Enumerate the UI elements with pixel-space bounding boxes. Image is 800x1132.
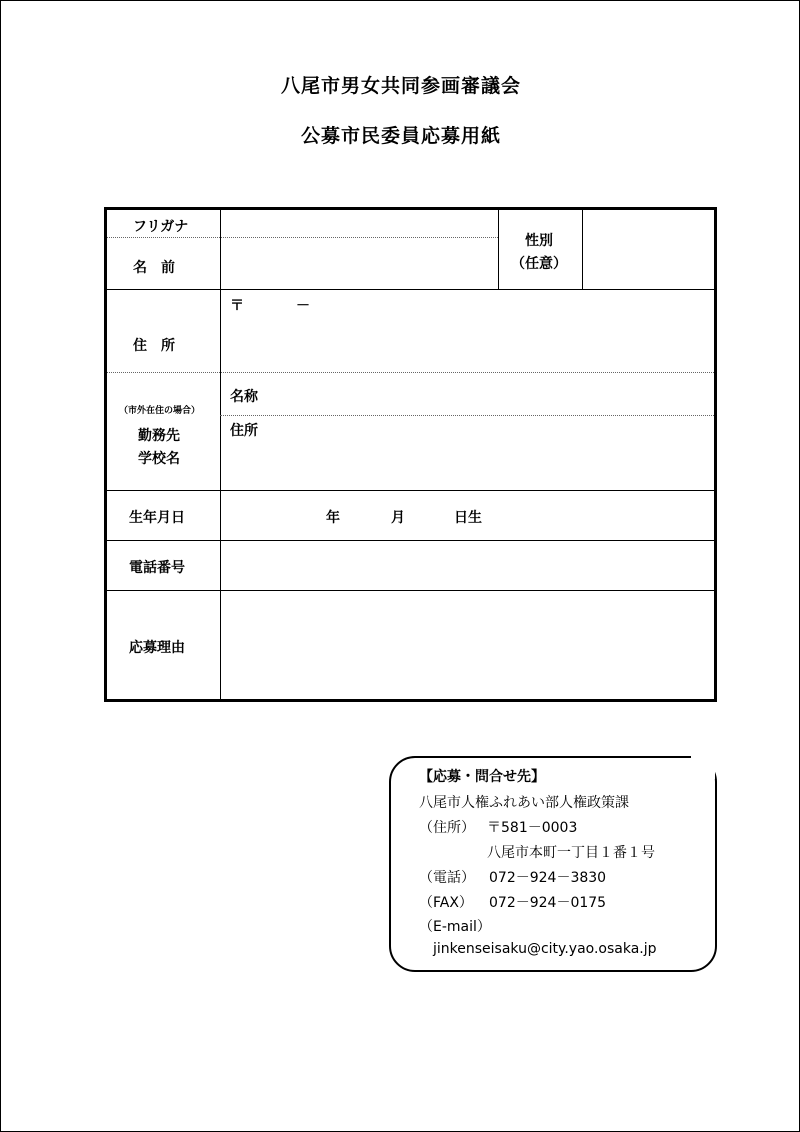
reason-label: 応募理由	[129, 640, 185, 656]
workplace-name-separator	[220, 415, 714, 416]
row-line-phone	[107, 590, 714, 591]
label-column-divider	[220, 210, 221, 699]
birth-day: 日生	[454, 510, 482, 526]
contact-box	[389, 756, 717, 972]
row-line-workplace	[107, 490, 714, 491]
address-label: 住 所	[133, 338, 175, 354]
contact-fax-label: （FAX）	[419, 895, 473, 911]
contact-address-label: （住所）	[419, 820, 475, 836]
contact-postal: 〒581－0003	[487, 820, 578, 836]
contact-fax: 072－924－0175	[489, 895, 607, 911]
furigana-separator	[107, 237, 498, 238]
address-separator	[107, 372, 714, 373]
contact-box-corner-gap	[691, 753, 715, 779]
phone-label: 電話番号	[129, 560, 185, 576]
name-label: 名 前	[133, 260, 175, 276]
contact-department: 八尾市人権ふれあい部人権政策課	[419, 795, 629, 811]
birth-year: 年	[326, 510, 340, 526]
school-label: 学校名	[138, 451, 180, 467]
workplace-address-label: 住所	[230, 423, 258, 439]
page-subtitle: 公募市民委員応募用紙	[300, 125, 501, 147]
row-line-birth	[107, 540, 714, 541]
gender-divider-left	[498, 210, 499, 289]
contact-email-label: （E-mail）	[419, 919, 491, 935]
postal-mark: 〒	[230, 298, 244, 314]
gender-label: 性別	[525, 233, 553, 249]
contact-address: 八尾市本町一丁目１番１号	[487, 845, 655, 861]
workplace-label: 勤務先	[138, 428, 180, 444]
workplace-note: （市外在住の場合）	[119, 406, 201, 416]
row-line-name	[107, 289, 714, 290]
gender-note: （任意）	[511, 256, 567, 272]
contact-phone-label: （電話）	[419, 870, 475, 886]
gender-divider-right	[582, 210, 583, 289]
contact-phone[interactable]: 072－924－3830	[489, 870, 607, 886]
page-title: 八尾市男女共同参画審議会	[280, 75, 521, 97]
contact-heading: 【応募・問合せ先】	[419, 769, 545, 785]
birth-month: 月	[391, 510, 405, 526]
furigana-label: フリガナ	[133, 219, 189, 235]
birth-label: 生年月日	[129, 510, 185, 526]
contact-email[interactable]: jinkenseisaku@city.yao.osaka.jp	[433, 941, 657, 957]
application-form-table	[104, 207, 717, 702]
postal-dash: －	[296, 298, 310, 314]
workplace-name-label: 名称	[230, 389, 258, 405]
